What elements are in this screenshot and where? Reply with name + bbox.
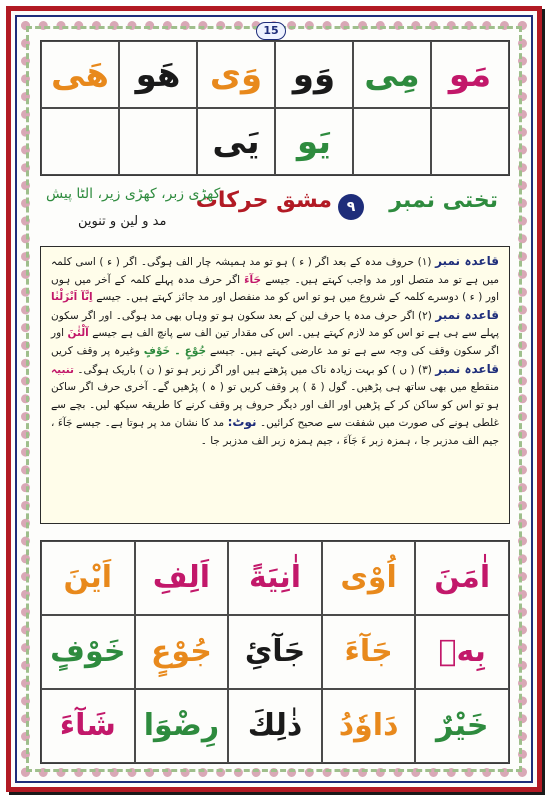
top-grid-cell: مِی [353,41,431,108]
rule-2-example-b: جُوْعٍ ۔ خَوْفٍ [143,344,207,357]
bottom-grid-cell: اَيْنَ [41,541,135,615]
rule-1-text: (۱) حروف مدہ کے بعد اگر ( ء ) ہو تو مد ہمیشہ چار الف ہوگی۔ اگر ( ء ) اسی کلمہ میں ہے تو مد متصل اور مد واجب کہتے ہیں۔ جیسے [51,256,500,286]
bottom-grid-cell: شَآءَ [41,689,135,763]
top-grid-cell: يَی [197,108,275,175]
rule-paragraph [51,253,499,451]
rule-1-label: قاعدہ نمبر [435,254,499,268]
bottom-grid-cell: جَآئِ [228,615,322,689]
rule-1-example: جَآءَ [244,273,262,286]
note-label: نوٹ: [227,415,257,430]
bottom-grid-cell: خَوْفٍ [41,615,135,689]
rule-2-label: قاعدہ نمبر [435,307,499,322]
top-grid-cell: يَو [275,108,353,175]
lesson-heading [40,180,510,242]
bottom-grid-cell: اَلِفِ [135,541,229,615]
rule-1-text-b: اگر حرف مدہ پہلے کلمہ کے آخر میں ہوں اور ( ء ) دوسرے کلمہ کے شروع میں ہو تو اس کو مد منفصل اور مد جائز کہتے ہیں۔ جیسے [51,273,499,304]
top-grid-cell: وَی [197,41,275,108]
rule-2-example: آلْئٰنَ [67,327,89,340]
top-grid-cell: وَو [275,41,353,108]
top-grid-cell: هَو [119,41,197,108]
bottom-grid-cell: ذٰلِكَ [228,689,322,763]
rule-3-text: (۳) ( ں ) کو بہت زیادہ ناک میں پڑھتے ہیں اور اگر زبر ہو تو ( ن ) باریک ہوگی۔ [77,363,432,376]
bottom-word-grid [40,540,510,764]
rule-2-text-b: اور اگر سکون وقف کی وجہ سے ہے تو مد عارضی کہتے ہیں۔ جیسے [51,327,500,357]
note-text: مد کا نشان مد پر ہوتا ہے۔ جیسے جَآءَ ، جیم الف مدزبر جا ، ہمزہ زبر ءَ جَآءَ ، جیم ہمزہ زبر الف مدزبر جا ۔ [51,417,499,447]
bottom-grid-cell: اٰنِيَةً [228,541,322,615]
rules-text-block [40,246,510,524]
bottom-grid-cell: اٰمَنَ [415,541,509,615]
top-grid-cell [353,108,431,175]
top-grid-cell [431,108,509,175]
page-number: 15 [256,22,286,40]
bottom-grid-cell: جَآءَ [322,615,416,689]
rule-3-label: قاعدہ نمبر [435,361,499,376]
warning-label: تنبیہ [51,363,74,376]
lesson-title: تختی نمبر [389,188,498,213]
top-grid-cell [41,108,119,175]
bottom-grid-cell: خَيْرٌ [415,689,509,763]
lesson-practice-title: مشق حرکات [195,188,332,213]
lesson-subtitle-1: کھڑی زبر، کھڑی زیر، الٹا پیش [46,186,221,202]
bottom-grid-cell: رِضْوَا [135,689,229,763]
rule-1-example-b: اِنَّآ اَنْزَلْنٰا [51,291,93,304]
lesson-subtitle-2: مد و لین و تنوین [78,214,167,229]
bottom-grid-cell: بِهٖ [415,615,509,689]
lesson-number-badge: ٩ [338,194,364,220]
rule-2-text-c: وغیرہ پر وقف کریں [51,344,140,357]
warning-text: منقطع میں بھی ساتھ ہی پڑھیں۔ گول ( ۃ ) پر وقف کریں تو ( ہ ) پڑھیں گے۔ آخری حرف اگر ساکن ہو تو اس کو ساکن کر کے پڑھیں اور الف اور دیگر حروف پر وقف کرنے کا طریقہ سیکھ لیں۔ بچے سے غلطی ہونے کی صورت میں شفقت سے صحیح کرائیں۔ [51,381,499,430]
bottom-grid-cell: دَاوٗدُ [322,689,416,763]
top-grid-cell: هَی [41,41,119,108]
top-grid-cell: مَو [431,41,509,108]
rule-2-text: (۲) اگر حرف مدہ یا حرف لین کے بعد سکون ہو تو وہاں بھی مد ہوگی۔ اور اگر سکون پہلے سے ہی ہے تو اس کو مد لازم کہتے ہیں۔ اس کی مقدار تین الف سے پانچ الف ہے جیسے [51,309,500,340]
bottom-grid-cell: اُوْی [322,541,416,615]
bottom-grid-cell: جُوْعٍ [135,615,229,689]
top-letter-grid [40,40,510,176]
top-grid-cell [119,108,197,175]
